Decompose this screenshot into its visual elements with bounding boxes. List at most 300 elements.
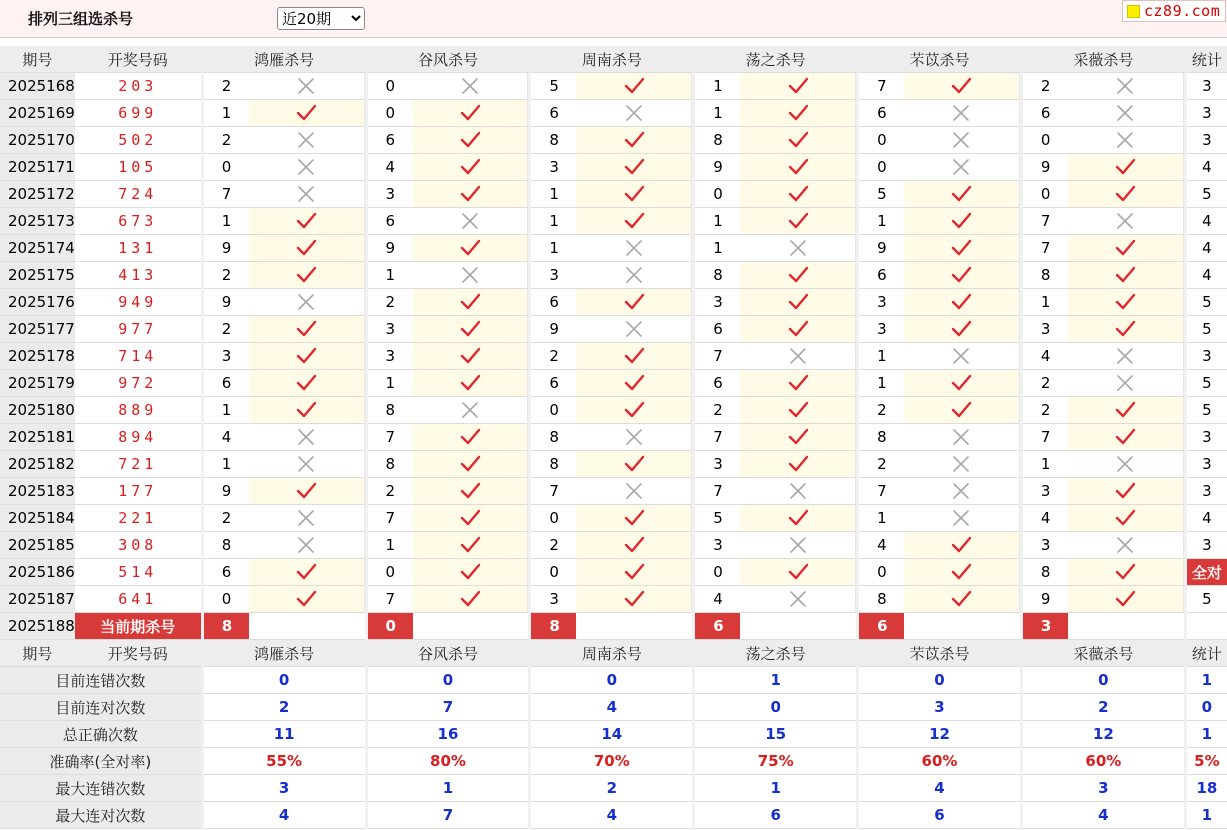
draw-number-cell: 105 — [75, 154, 201, 181]
kill-digit-cell: 1 — [859, 208, 904, 235]
miss-cell — [249, 127, 365, 154]
hit-cell — [413, 532, 529, 559]
summary-value: 11 — [204, 721, 365, 748]
miss-cell — [1068, 73, 1184, 100]
kill-digit-cell: 8 — [531, 127, 576, 154]
kill-digit-cell: 4 — [695, 586, 740, 613]
table-row — [0, 397, 1227, 424]
kill-digit-cell: 7 — [1023, 235, 1068, 262]
current-kill-digit: 6 — [695, 613, 740, 640]
check-icon — [787, 320, 809, 338]
summary-value: 4 — [531, 802, 692, 829]
kill-digit-cell: 5 — [695, 505, 740, 532]
kill-digit-cell: 9 — [204, 235, 249, 262]
check-icon — [295, 482, 317, 500]
period-select[interactable] — [277, 7, 365, 30]
kill-digit-cell: 1 — [1023, 289, 1068, 316]
kill-digit-cell: 3 — [531, 154, 576, 181]
kill-digit-cell: 7 — [204, 181, 249, 208]
table-row — [0, 127, 1227, 154]
issue-cell: 2025183 — [0, 478, 75, 505]
header-stat: 统计 — [1187, 46, 1227, 73]
kill-digit-cell: 0 — [368, 73, 413, 100]
hit-cell — [1068, 586, 1184, 613]
miss-cell — [904, 478, 1020, 505]
hit-cell — [249, 478, 365, 505]
stat-cell: 3 — [1187, 73, 1227, 100]
kill-digit-cell: 7 — [695, 478, 740, 505]
kill-digit-cell: 1 — [859, 343, 904, 370]
current-kill-blank — [413, 613, 529, 640]
kill-digit-cell: 6 — [368, 208, 413, 235]
hit-cell — [904, 397, 1020, 424]
summary-value: 14 — [531, 721, 692, 748]
kill-digit-cell: 2 — [1023, 370, 1068, 397]
table-row — [0, 532, 1227, 559]
hit-cell — [249, 559, 365, 586]
hit-cell — [249, 370, 365, 397]
miss-cell — [249, 451, 365, 478]
miss-cell — [249, 73, 365, 100]
summary-row — [0, 667, 1227, 694]
hit-cell — [1068, 235, 1184, 262]
summary-value: 4 — [204, 802, 365, 829]
miss-cell — [576, 316, 692, 343]
summary-value: 3 — [859, 694, 1020, 721]
check-icon — [623, 536, 645, 554]
kill-digit-cell: 8 — [695, 127, 740, 154]
summary-stat: 5% — [1187, 748, 1227, 775]
hit-cell — [413, 316, 529, 343]
stat-cell: 5 — [1187, 397, 1227, 424]
miss-cell — [249, 181, 365, 208]
cross-icon — [787, 590, 809, 608]
cross-icon — [295, 77, 317, 95]
miss-cell — [249, 424, 365, 451]
cross-icon — [950, 347, 972, 365]
check-icon — [623, 158, 645, 176]
hit-cell — [576, 559, 692, 586]
kill-digit-cell: 1 — [204, 397, 249, 424]
kill-digit-cell: 9 — [204, 478, 249, 505]
check-icon — [459, 104, 481, 122]
summary-value: 0 — [695, 694, 856, 721]
hit-cell — [740, 127, 856, 154]
header-stat: 统计 — [1187, 640, 1227, 667]
miss-cell — [740, 235, 856, 262]
kill-digit-cell: 3 — [368, 343, 413, 370]
cross-icon — [459, 77, 481, 95]
hit-cell — [1068, 478, 1184, 505]
kill-digit-cell: 2 — [859, 451, 904, 478]
issue-cell: 2025176 — [0, 289, 75, 316]
check-icon — [787, 563, 809, 581]
header-draw: 开奖号码 — [75, 46, 201, 73]
kill-digit-cell: 2 — [1023, 73, 1068, 100]
hit-cell — [740, 73, 856, 100]
draw-number-cell: 308 — [75, 532, 201, 559]
check-icon — [295, 401, 317, 419]
kill-digit-cell: 0 — [204, 154, 249, 181]
kill-digit-cell: 2 — [368, 478, 413, 505]
hit-cell — [740, 100, 856, 127]
kill-number-table — [0, 46, 1227, 829]
kill-digit-cell: 3 — [859, 316, 904, 343]
summary-value: 0 — [531, 667, 692, 694]
hit-cell — [904, 586, 1020, 613]
kill-digit-cell: 2 — [531, 532, 576, 559]
miss-cell — [413, 262, 529, 289]
hit-cell — [740, 154, 856, 181]
kill-digit-cell: 6 — [204, 559, 249, 586]
site-logo[interactable] — [1122, 0, 1226, 22]
check-icon — [950, 293, 972, 311]
kill-digit-cell: 6 — [859, 262, 904, 289]
header-expert: 采薇杀号 — [1023, 640, 1184, 667]
check-icon — [295, 374, 317, 392]
table-row — [0, 208, 1227, 235]
issue-cell: 2025187 — [0, 586, 75, 613]
check-icon — [459, 536, 481, 554]
check-icon — [459, 428, 481, 446]
cross-icon — [1114, 104, 1136, 122]
summary-row — [0, 775, 1227, 802]
check-icon — [1114, 185, 1136, 203]
cross-icon — [295, 185, 317, 203]
header-expert: 谷风杀号 — [368, 46, 529, 73]
table-row — [0, 343, 1227, 370]
kill-digit-cell: 6 — [531, 370, 576, 397]
kill-digit-cell: 0 — [204, 586, 249, 613]
hit-cell — [1068, 559, 1184, 586]
summary-value: 6 — [695, 802, 856, 829]
hit-cell — [249, 586, 365, 613]
header-expert: 鸿雁杀号 — [204, 46, 365, 73]
summary-value: 6 — [859, 802, 1020, 829]
hit-cell — [740, 370, 856, 397]
summary-value: 0 — [1023, 667, 1184, 694]
cross-icon — [295, 131, 317, 149]
summary-value: 1 — [695, 667, 856, 694]
hit-cell — [904, 289, 1020, 316]
header-row — [0, 46, 1227, 73]
kill-digit-cell: 2 — [204, 262, 249, 289]
miss-cell — [904, 424, 1020, 451]
hit-cell — [740, 181, 856, 208]
draw-number-cell: 894 — [75, 424, 201, 451]
check-icon — [1114, 590, 1136, 608]
hit-cell — [249, 100, 365, 127]
check-icon — [1114, 320, 1136, 338]
hit-cell — [249, 343, 365, 370]
check-icon — [950, 77, 972, 95]
kill-digit-cell: 4 — [204, 424, 249, 451]
check-icon — [1114, 509, 1136, 527]
check-icon — [950, 536, 972, 554]
check-icon — [623, 374, 645, 392]
draw-number-cell: 673 — [75, 208, 201, 235]
check-icon — [295, 239, 317, 257]
summary-label: 最大连错次数 — [0, 775, 201, 802]
kill-digit-cell: 4 — [1023, 505, 1068, 532]
stat-cell: 3 — [1187, 451, 1227, 478]
kill-digit-cell: 4 — [1023, 343, 1068, 370]
kill-digit-cell: 0 — [695, 559, 740, 586]
check-icon — [295, 104, 317, 122]
current-stat-blank — [1187, 613, 1227, 640]
kill-digit-cell: 1 — [531, 208, 576, 235]
hit-cell — [904, 532, 1020, 559]
draw-number-cell: 721 — [75, 451, 201, 478]
header-expert: 芣苡杀号 — [859, 46, 1020, 73]
stat-cell: 3 — [1187, 343, 1227, 370]
check-icon — [950, 374, 972, 392]
hit-cell — [1068, 397, 1184, 424]
kill-digit-cell: 1 — [204, 100, 249, 127]
issue-cell: 2025174 — [0, 235, 75, 262]
check-icon — [950, 239, 972, 257]
hit-cell — [904, 181, 1020, 208]
miss-cell — [740, 586, 856, 613]
summary-value: 0 — [859, 667, 1020, 694]
kill-digit-cell: 6 — [531, 100, 576, 127]
miss-cell — [740, 478, 856, 505]
check-icon — [459, 293, 481, 311]
check-icon — [787, 77, 809, 95]
check-icon — [623, 563, 645, 581]
header-draw: 开奖号码 — [75, 640, 201, 667]
miss-cell — [904, 154, 1020, 181]
kill-digit-cell: 3 — [1023, 532, 1068, 559]
cross-icon — [1114, 455, 1136, 473]
check-icon — [623, 293, 645, 311]
cross-icon — [950, 509, 972, 527]
issue-cell: 2025182 — [0, 451, 75, 478]
stat-cell: 5 — [1187, 586, 1227, 613]
hit-cell — [413, 100, 529, 127]
kill-digit-cell: 3 — [531, 586, 576, 613]
check-icon — [787, 212, 809, 230]
miss-cell — [1068, 451, 1184, 478]
hit-cell — [413, 181, 529, 208]
summary-label: 目前连对次数 — [0, 694, 201, 721]
hit-cell — [576, 370, 692, 397]
miss-cell — [740, 343, 856, 370]
cross-icon — [787, 482, 809, 500]
summary-value: 12 — [859, 721, 1020, 748]
summary-value: 1 — [695, 775, 856, 802]
summary-value: 3 — [1023, 775, 1184, 802]
issue-cell: 2025169 — [0, 100, 75, 127]
draw-number-cell: 977 — [75, 316, 201, 343]
hit-cell — [413, 586, 529, 613]
kill-digit-cell: 4 — [368, 154, 413, 181]
draw-number-cell: 502 — [75, 127, 201, 154]
kill-digit-cell: 1 — [368, 262, 413, 289]
stat-cell: 3 — [1187, 532, 1227, 559]
kill-digit-cell: 0 — [531, 505, 576, 532]
miss-cell — [249, 289, 365, 316]
kill-digit-cell: 9 — [368, 235, 413, 262]
kill-digit-cell: 7 — [859, 73, 904, 100]
kill-digit-cell: 1 — [204, 451, 249, 478]
check-icon — [787, 455, 809, 473]
summary-row — [0, 694, 1227, 721]
kill-digit-cell: 5 — [859, 181, 904, 208]
kill-digit-cell: 1 — [695, 100, 740, 127]
cross-icon — [950, 104, 972, 122]
check-icon — [1114, 266, 1136, 284]
stat-cell: 5 — [1187, 289, 1227, 316]
kill-digit-cell: 1 — [531, 235, 576, 262]
draw-number-cell: 699 — [75, 100, 201, 127]
current-issue-cell: 2025188 — [0, 613, 75, 640]
table-row — [0, 181, 1227, 208]
hit-cell — [413, 289, 529, 316]
kill-digit-cell: 7 — [1023, 424, 1068, 451]
kill-digit-cell: 0 — [859, 127, 904, 154]
cross-icon — [950, 131, 972, 149]
cross-icon — [623, 104, 645, 122]
summary-stat: 1 — [1187, 802, 1227, 829]
summary-value: 7 — [368, 802, 529, 829]
hit-cell — [249, 262, 365, 289]
check-icon — [1114, 563, 1136, 581]
summary-value: 2 — [204, 694, 365, 721]
cross-icon — [1114, 347, 1136, 365]
kill-digit-cell: 1 — [695, 208, 740, 235]
cross-icon — [1114, 77, 1136, 95]
miss-cell — [576, 424, 692, 451]
hit-cell — [740, 397, 856, 424]
summary-row — [0, 802, 1227, 829]
summary-value: 0 — [204, 667, 365, 694]
summary-value: 70% — [531, 748, 692, 775]
check-icon — [459, 563, 481, 581]
issue-cell: 2025173 — [0, 208, 75, 235]
hit-cell — [740, 451, 856, 478]
cross-icon — [295, 455, 317, 473]
issue-cell: 2025177 — [0, 316, 75, 343]
miss-cell — [576, 235, 692, 262]
check-icon — [623, 212, 645, 230]
kill-digit-cell: 8 — [1023, 262, 1068, 289]
miss-cell — [904, 505, 1020, 532]
kill-digit-cell: 7 — [1023, 208, 1068, 235]
issue-cell: 2025181 — [0, 424, 75, 451]
summary-stat: 1 — [1187, 721, 1227, 748]
kill-digit-cell: 7 — [368, 505, 413, 532]
miss-cell — [413, 397, 529, 424]
cross-icon — [1114, 212, 1136, 230]
cross-icon — [623, 320, 645, 338]
kill-digit-cell: 8 — [531, 451, 576, 478]
draw-number-cell: 514 — [75, 559, 201, 586]
kill-digit-cell: 3 — [695, 451, 740, 478]
top-bar — [0, 0, 1227, 38]
summary-value: 15 — [695, 721, 856, 748]
header-issue: 期号 — [0, 640, 75, 667]
hit-cell — [413, 478, 529, 505]
table-row — [0, 235, 1227, 262]
kill-digit-cell: 6 — [1023, 100, 1068, 127]
cross-icon — [295, 428, 317, 446]
check-icon — [787, 509, 809, 527]
miss-cell — [249, 505, 365, 532]
kill-digit-cell: 2 — [204, 73, 249, 100]
kill-digit-cell: 9 — [1023, 154, 1068, 181]
check-icon — [459, 590, 481, 608]
kill-digit-cell: 0 — [695, 181, 740, 208]
header-issue: 期号 — [0, 46, 75, 73]
hit-cell — [249, 208, 365, 235]
kill-digit-cell: 9 — [204, 289, 249, 316]
check-icon — [787, 428, 809, 446]
kill-digit-cell: 0 — [859, 559, 904, 586]
check-icon — [295, 347, 317, 365]
kill-digit-cell: 9 — [695, 154, 740, 181]
summary-value: 4 — [859, 775, 1020, 802]
check-icon — [1114, 428, 1136, 446]
hit-cell — [1068, 424, 1184, 451]
hit-cell — [576, 532, 692, 559]
kill-digit-cell: 1 — [368, 370, 413, 397]
miss-cell — [576, 100, 692, 127]
hit-cell — [1068, 262, 1184, 289]
kill-digit-cell: 8 — [368, 451, 413, 478]
miss-cell — [576, 262, 692, 289]
miss-cell — [904, 100, 1020, 127]
table-row — [0, 154, 1227, 181]
hit-cell — [904, 316, 1020, 343]
current-kill-blank — [1068, 613, 1184, 640]
check-icon — [459, 158, 481, 176]
issue-cell: 2025178 — [0, 343, 75, 370]
kill-digit-cell: 7 — [368, 586, 413, 613]
kill-digit-cell: 0 — [859, 154, 904, 181]
kill-digit-cell: 9 — [859, 235, 904, 262]
check-icon — [459, 239, 481, 257]
kill-digit-cell: 2 — [204, 316, 249, 343]
check-icon — [950, 185, 972, 203]
summary-stat: 18 — [1187, 775, 1227, 802]
current-kill-blank — [740, 613, 856, 640]
kill-digit-cell: 2 — [1023, 397, 1068, 424]
issue-cell: 2025175 — [0, 262, 75, 289]
kill-digit-cell: 6 — [695, 316, 740, 343]
draw-number-cell: 889 — [75, 397, 201, 424]
stat-cell: 4 — [1187, 505, 1227, 532]
cross-icon — [1114, 374, 1136, 392]
hit-cell — [904, 235, 1020, 262]
check-icon — [787, 104, 809, 122]
all-correct-badge: 全对 — [1187, 559, 1227, 586]
stat-cell: 3 — [1187, 478, 1227, 505]
summary-label: 准确率(全对率) — [0, 748, 201, 775]
kill-digit-cell: 1 — [695, 235, 740, 262]
check-icon — [1114, 401, 1136, 419]
stat-cell: 5 — [1187, 316, 1227, 343]
kill-digit-cell: 7 — [531, 478, 576, 505]
kill-digit-cell: 9 — [531, 316, 576, 343]
hit-cell — [904, 559, 1020, 586]
hit-cell — [740, 559, 856, 586]
stat-cell: 4 — [1187, 208, 1227, 235]
table-row — [0, 370, 1227, 397]
kill-digit-cell: 8 — [859, 424, 904, 451]
hit-cell — [740, 262, 856, 289]
kill-digit-cell: 6 — [531, 289, 576, 316]
